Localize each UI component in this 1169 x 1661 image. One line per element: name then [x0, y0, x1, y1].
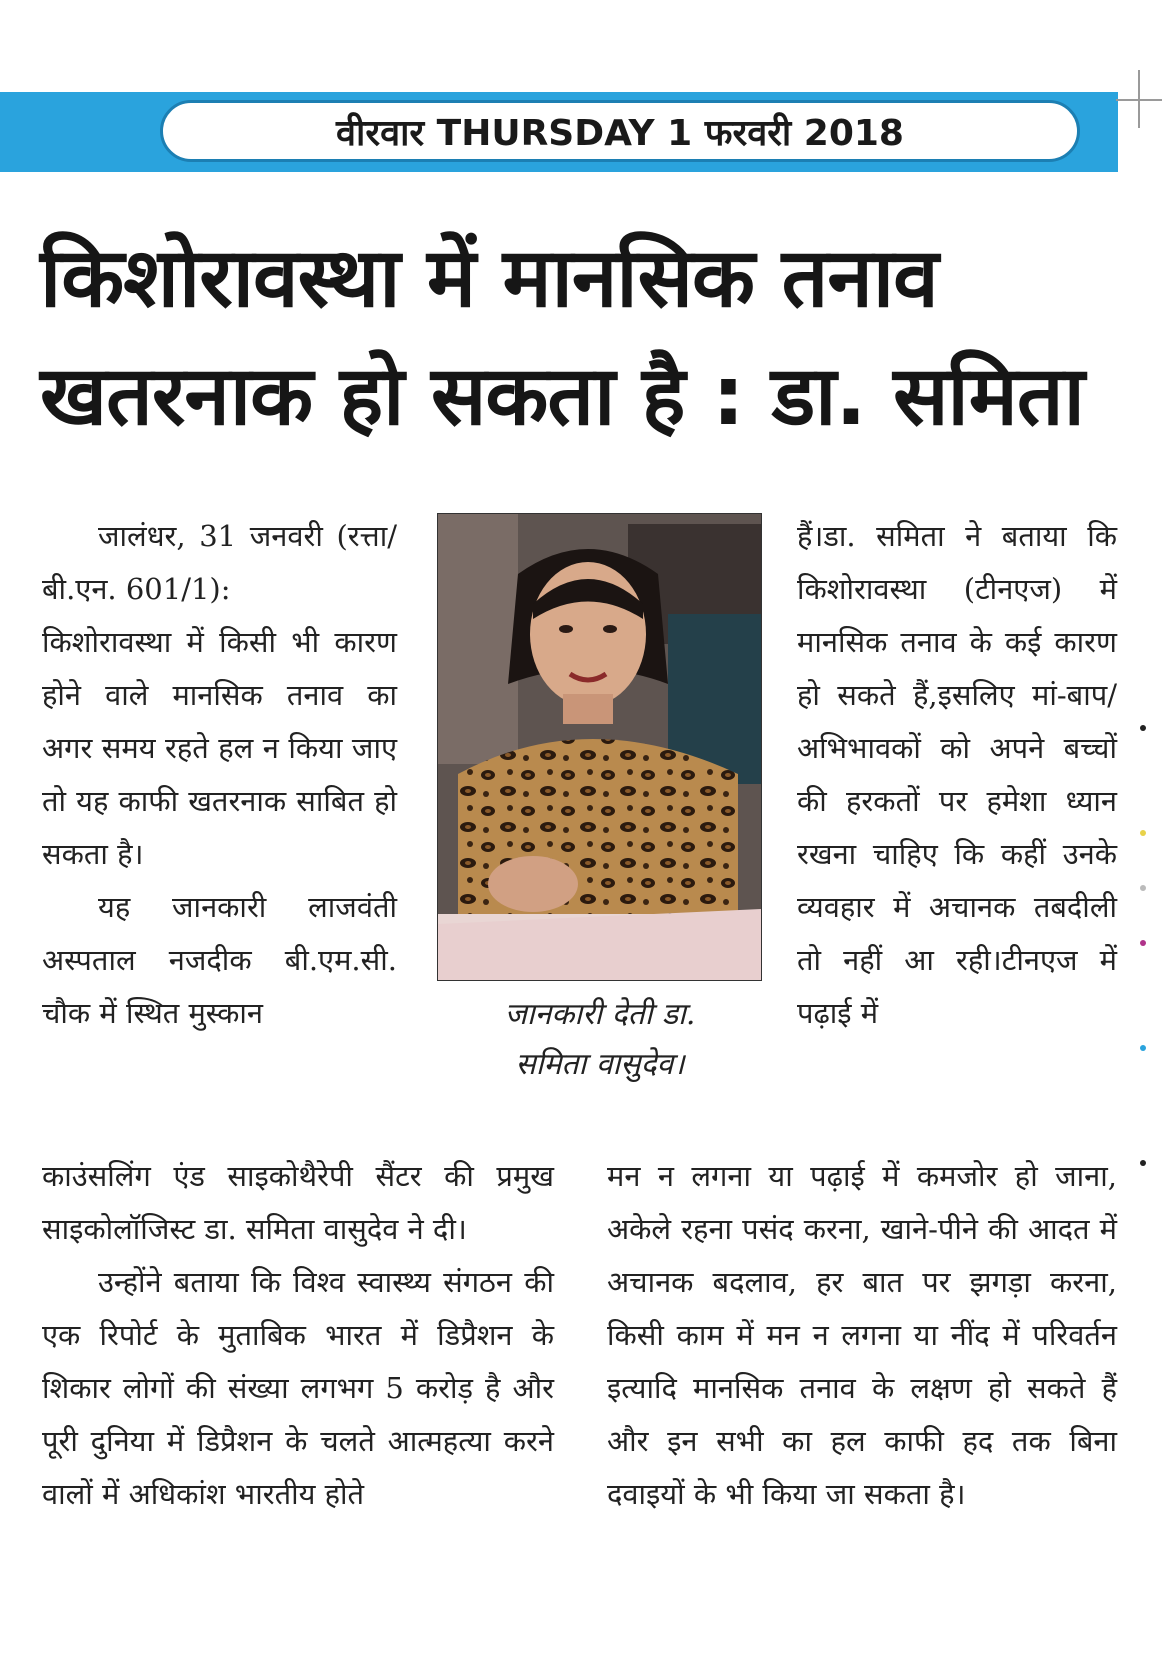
paragraph-3: उन्होंने बताया कि विश्व स्वास्थ्य संगठन की एक रिपोर्ट के मुताबिक भारत में डिप्रैशन के शिकार लोगों की संख्या लगभग 5 करोड़ है और पूरी दुनिया में डिप्रैशन के चलते आत्महत्या करने वालों में अधिकांश भारतीय होते: [42, 1265, 554, 1511]
margin-dot: [1140, 885, 1146, 891]
date-line: वीरवार THURSDAY 1 फरवरी 2018: [160, 100, 1080, 162]
paragraph-1: किशोरावस्था में किसी भी कारण होने वाले मानसिक तनाव का अगर समय रहते हल न किया जाए तो यह काफी खतरनाक साबित हो सकता है।: [42, 625, 397, 871]
margin-dot: [1140, 1160, 1146, 1166]
margin-dot: [1140, 1045, 1146, 1051]
caption-line-2: समिता वासुदेव।: [515, 1047, 685, 1082]
caption-line-1: जानकारी देती डा.: [504, 997, 696, 1032]
portrait-photo: [437, 513, 762, 981]
column-right-top: [797, 510, 1117, 1040]
dateline: जालंधर, 31 जनवरी (रत्ता/ बी.एन. 601/1):: [42, 519, 397, 606]
column-left-top: [42, 510, 397, 1040]
column-left-bottom: [42, 1150, 554, 1521]
headline-line-1: किशोरावस्था में मानसिक तनाव: [40, 231, 938, 326]
paragraph-2-part-2: काउंसलिंग एंड साइकोथैरेपी सैंटर की प्रमुख साइकोलॉजिस्ट डा. समिता वासुदेव ने दी।: [42, 1159, 554, 1246]
margin-dot: [1140, 940, 1146, 946]
headline: [40, 220, 1120, 456]
paragraph-4-part-2: मन न लगना या पढ़ाई में कमजोर हो जाना, अकेले रहना पसंद करना, खाने-पीने की आदत में अचानक बदलाव, हर बात पर झगड़ा करना, किसी काम में मन न लगना या नींद में परिवर्तन इत्यादि मानसिक तनाव के लक्षण हो सकते हैं और इन सभी का हल काफी हद तक बिना दवाइयों के भी किया जा सकता है।: [607, 1159, 1117, 1511]
margin-dot: [1140, 725, 1146, 731]
portrait-image: [438, 514, 761, 980]
photo-caption: [420, 990, 780, 1090]
paragraph-2-part-1: यह जानकारी लाजवंती अस्पताल नजदीक बी.एम.सी. चौक में स्थित मुस्कान: [42, 890, 397, 1030]
paragraph-4-part-1: हैं।डा. समिता ने बताया कि किशोरावस्था (टीनएज) में मानसिक तनाव के कई कारण हो सकते हैं,इसलिए मां-बाप/ अभिभावकों को अपने बच्चों की हरकतों पर हमेशा ध्यान रखना चाहिए कि कहीं उनके व्यवहार में अचानक तबदीली तो नहीं आ रही।टीनएज में पढ़ाई में: [797, 519, 1117, 1030]
headline-line-2: खतरनाक हो सकता है : डा. समिता: [40, 349, 1084, 444]
margin-dot: [1140, 830, 1146, 836]
registration-mark-horizontal: [1116, 99, 1162, 101]
column-right-bottom: [607, 1150, 1117, 1521]
